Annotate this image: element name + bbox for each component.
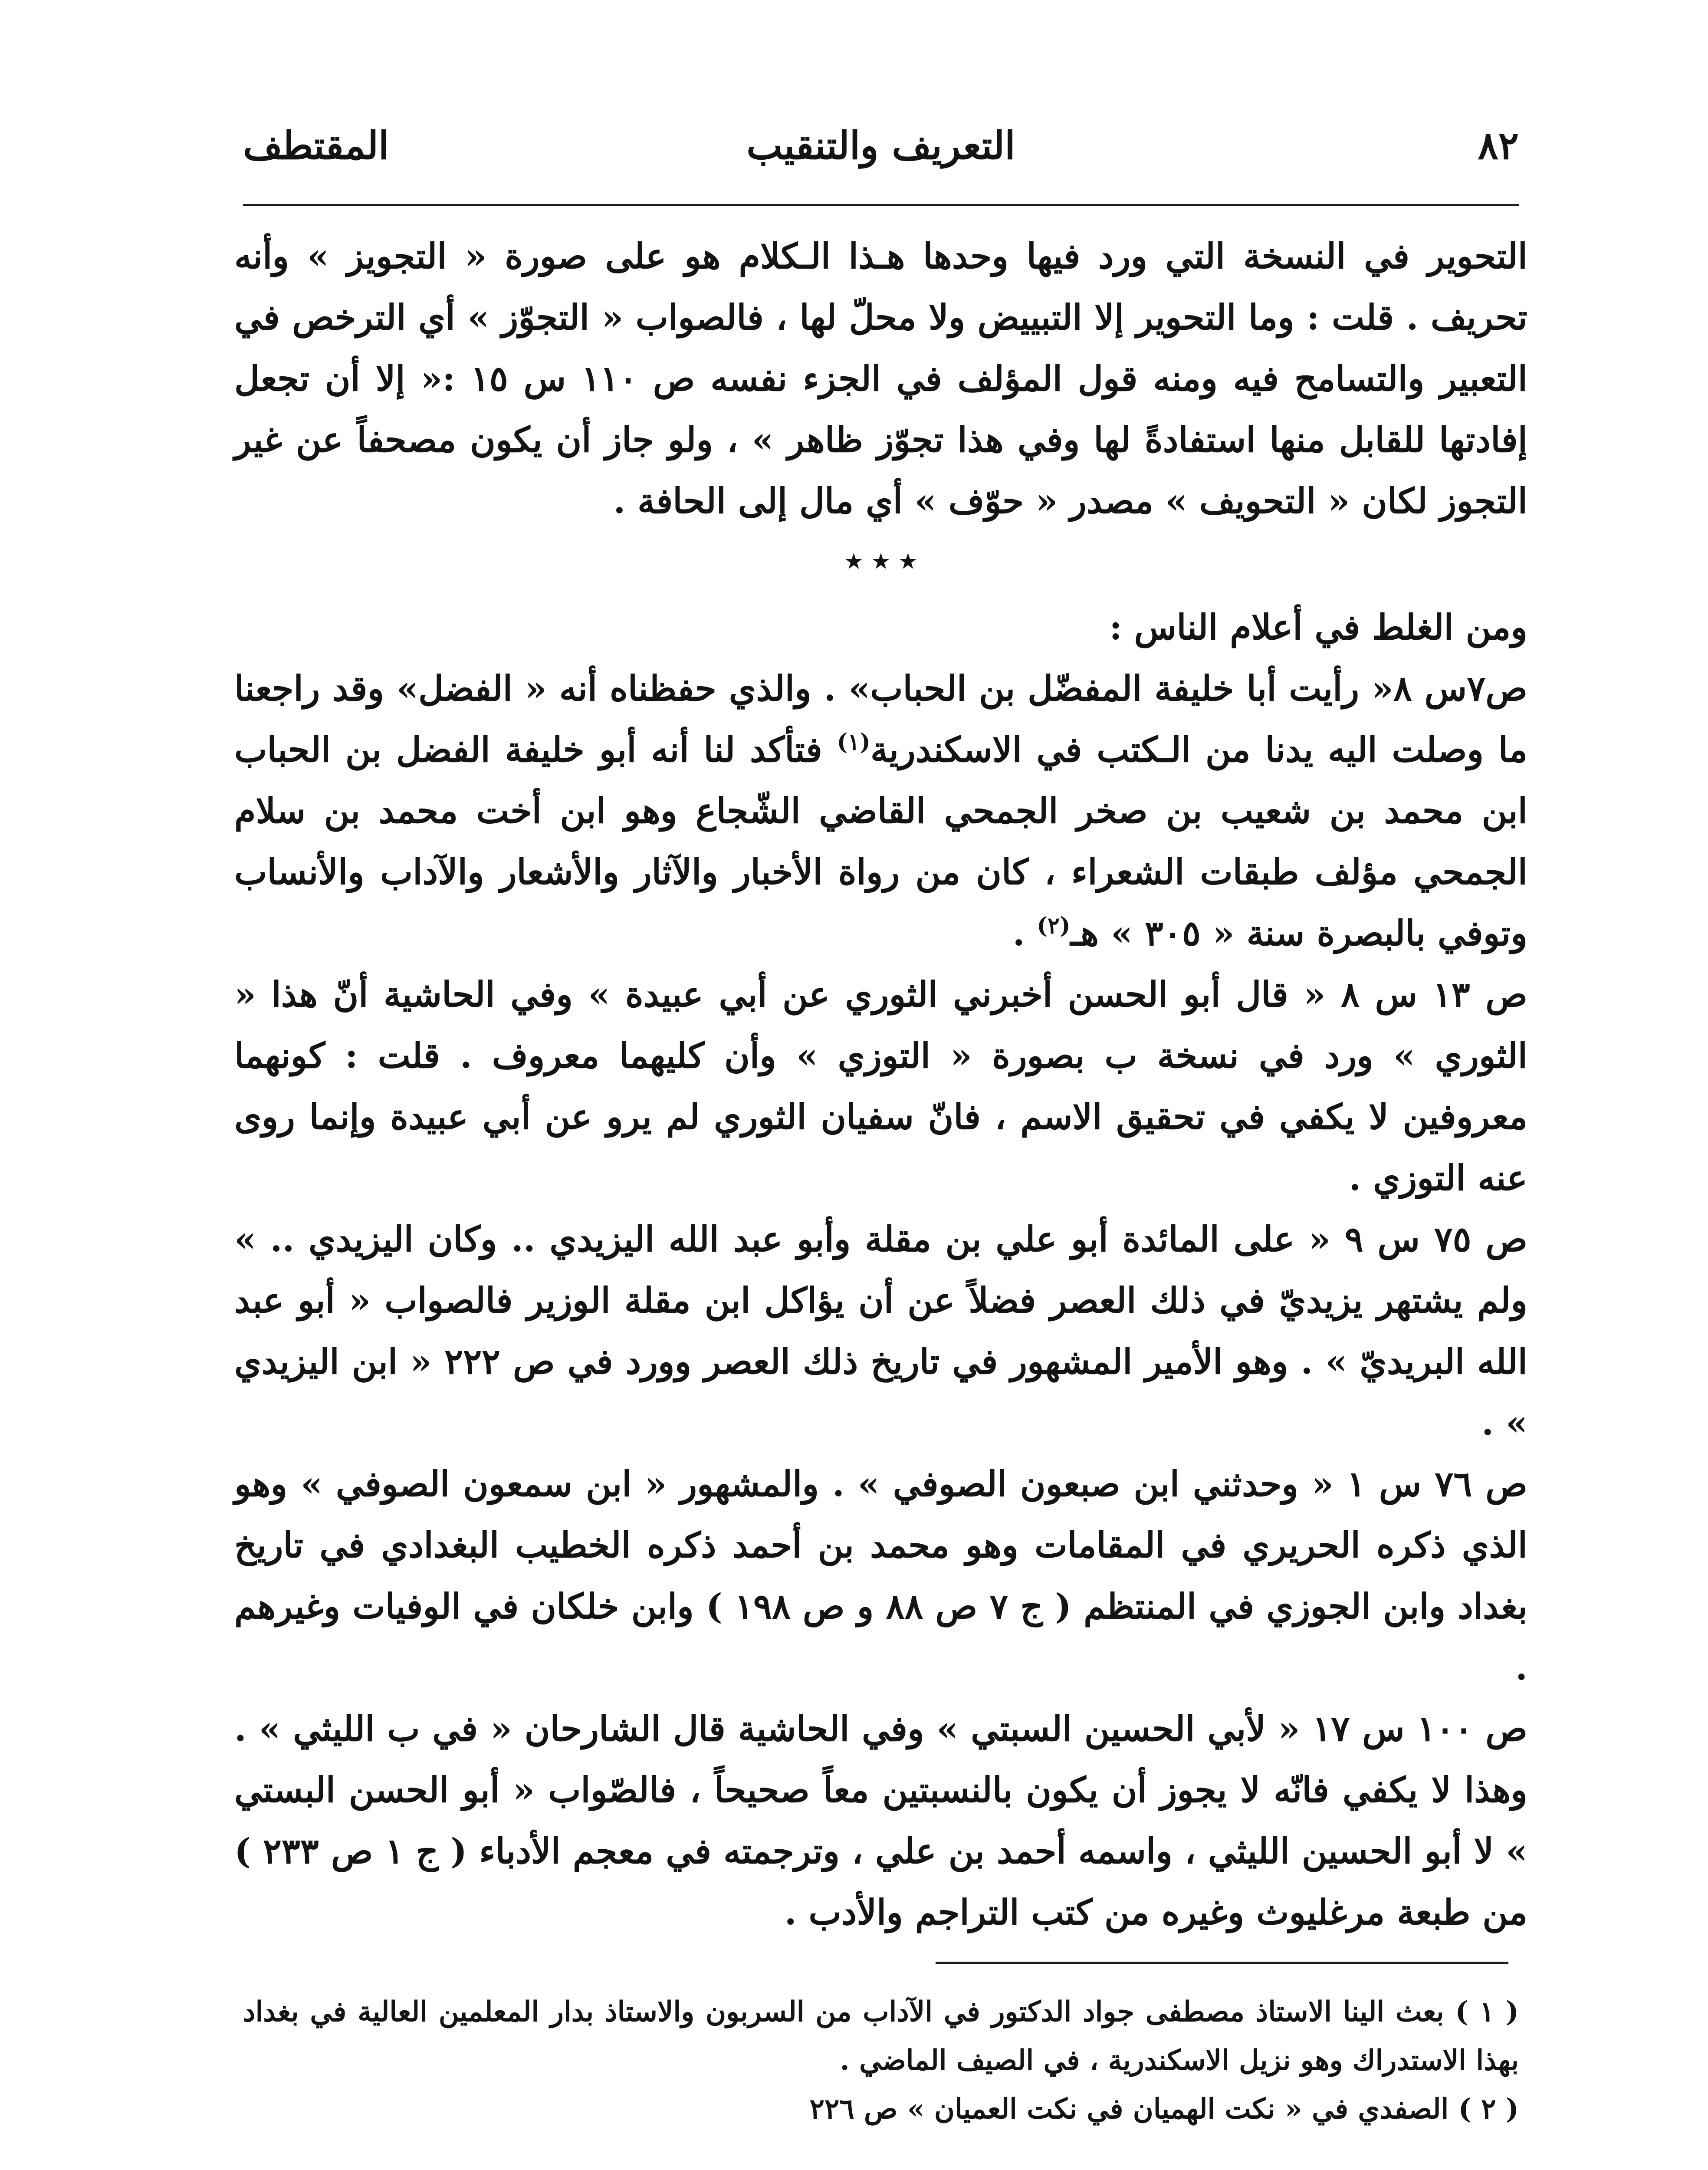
header-rule: [243, 204, 1519, 206]
page-number: ٨٢: [1478, 123, 1519, 168]
paragraph-busti: ص ١٠٠ س ١٧ « لأبي الحسين السبتي » وفي الحاشية قال الشارحان « في ب الليثي » . وهذا لا يكفي فانّه لا يجوز أن يكون بالنسبتين معاً صحيحاً ، فالصّواب « أبو الحسن البستي » لا أبو الحسين الليثي ، واسمه أحمد بن علي ، وترجمته في معجم الأدباء ( ج ١ ص ٢٣٣ ) من طبعة مرغليوث وغيره من كتب التراجم والأدب .: [234, 1708, 1528, 1933]
journal-name: المقتطف: [243, 123, 389, 168]
paragraph-tajawwuz: التحوير في النسخة التي ورد فيها وحدها هـذا الـكلام هو على صورة « التجويز » وأنه تحريف . قلت : وما التحوير إلا التبييض ولا محلّ لها ، فالصواب « التجوّز » أي الترخص في التعبير والتسامح فيه ومنه قول المؤلف في الجزء نفسه ص ١١٠ س ١٥ :« إلا أن تجعل إفادتها للقابل منها استفادةً لها وفي هذا تجوّز ظاهر » ، ولو جاز أن يكون مصحفاً عن غير التجوز لكان « التحويف » مصدر « حوّف » أي مال إلى الحافة .: [234, 236, 1527, 521]
footnote-rule: [936, 1962, 1508, 1964]
footnote-1: ( ١ ) بعث الينا الاستاذ مصطفى جواد الدكتور في الآداب من السربون والاستاذ بدار المعلمين العالية في بغداد بهذا الاستدراك وهو نزيل الاسكندرية ، في الصيف الماضي .: [243, 1996, 1519, 2077]
footnote-2: ( ٢ ) الصفدي في « نكت الهميان في نكت العميان » ص ٢٢٦: [809, 2093, 1519, 2125]
paragraph-yazidi: ص ٧٥ س ٩ « على المائدة أبو علي بن مقلة وأبو عبد الله اليزيدي .. وكان اليزيدي .. » ولم يشتهر يزيديّ في ذلك العصر فضلاً عن أن يؤاكل ابن مقلة الوزير فالصواب « أبو عبد الله البريديّ » . وهو الأمير المشهور في تاريخ ذلك العصر وورد في ص ٢٢٢ « ابن اليزيدي » .: [234, 1219, 1528, 1443]
paragraph-abu-khalifa-end: .: [1012, 913, 1037, 953]
running-title: التعريف والتنقيب: [746, 123, 1015, 168]
running-head: [243, 108, 1519, 182]
paragraph-thawri: ص ١٣ س ٨ « قال أبو الحسن أخبرني الثوري عن أبي عبيدة » وفي الحاشية أنّ هذا « الثوري » ورد في نسخة ب بصورة « التوزي » وأن كليهما معروف . قلت : كونهما معروفين لا يكفي في تحقيق الاسم ، فانّ سفيان الثوري لم يرو عن أبي عبيدة وإنما روى عنه التوزي .: [234, 974, 1527, 1198]
main-text: [234, 226, 1527, 1943]
paragraph-abu-khalifa: [234, 658, 1527, 964]
paragraph-abu-khalifa-text-cont: فتأكد لنا أنه أبو خليفة الفضل بن الحباب ابن محمد بن شعيب بن صخر الجمحي القاضي الشّجاع وهو ابن أخت محمد بن سلام الجمحي مؤلف طبقات الشعراء ، كان من رواة الأخبار والآثار والأشعار والآداب والأنساب وتوفي بالبصرة سنة « ٣٠٥ » هـ: [234, 729, 1527, 953]
section-intro: ومن الغلط في أعلام الناس :: [1109, 607, 1527, 648]
section-ornament: ٭ ٭ ٭: [845, 542, 916, 578]
footnote-ref-1[interactable]: (١): [837, 729, 870, 756]
paragraph-ibn-samun: ص ٧٦ س ١ « وحدثني ابن صبعون الصوفي » . والمشهور « ابن سمعون الصوفي » وهو الذي ذكره الحريري في المقامات وهو محمد بن أحمد ذكره الخطيب البغدادي في تاريخ بغداد وابن الجوزي في المنتظم ( ج ٧ ص ٨٨ و ص ١٩٨ ) وابن خلكان في الوفيات وغيرهم .: [234, 1463, 1528, 1688]
footnotes: [243, 1988, 1519, 2134]
footnote-ref-2[interactable]: (٢): [1037, 912, 1071, 939]
paragraph-abu-khalifa-text: ص٧س ٨« رأيت أبا خليفة المفضّل بن الحباب» . والذي حفظناه أنه « الفضل» وقد راجعنا ما وصلت اليه يدنا من الـكتب في الاسكندرية: [234, 668, 1528, 770]
